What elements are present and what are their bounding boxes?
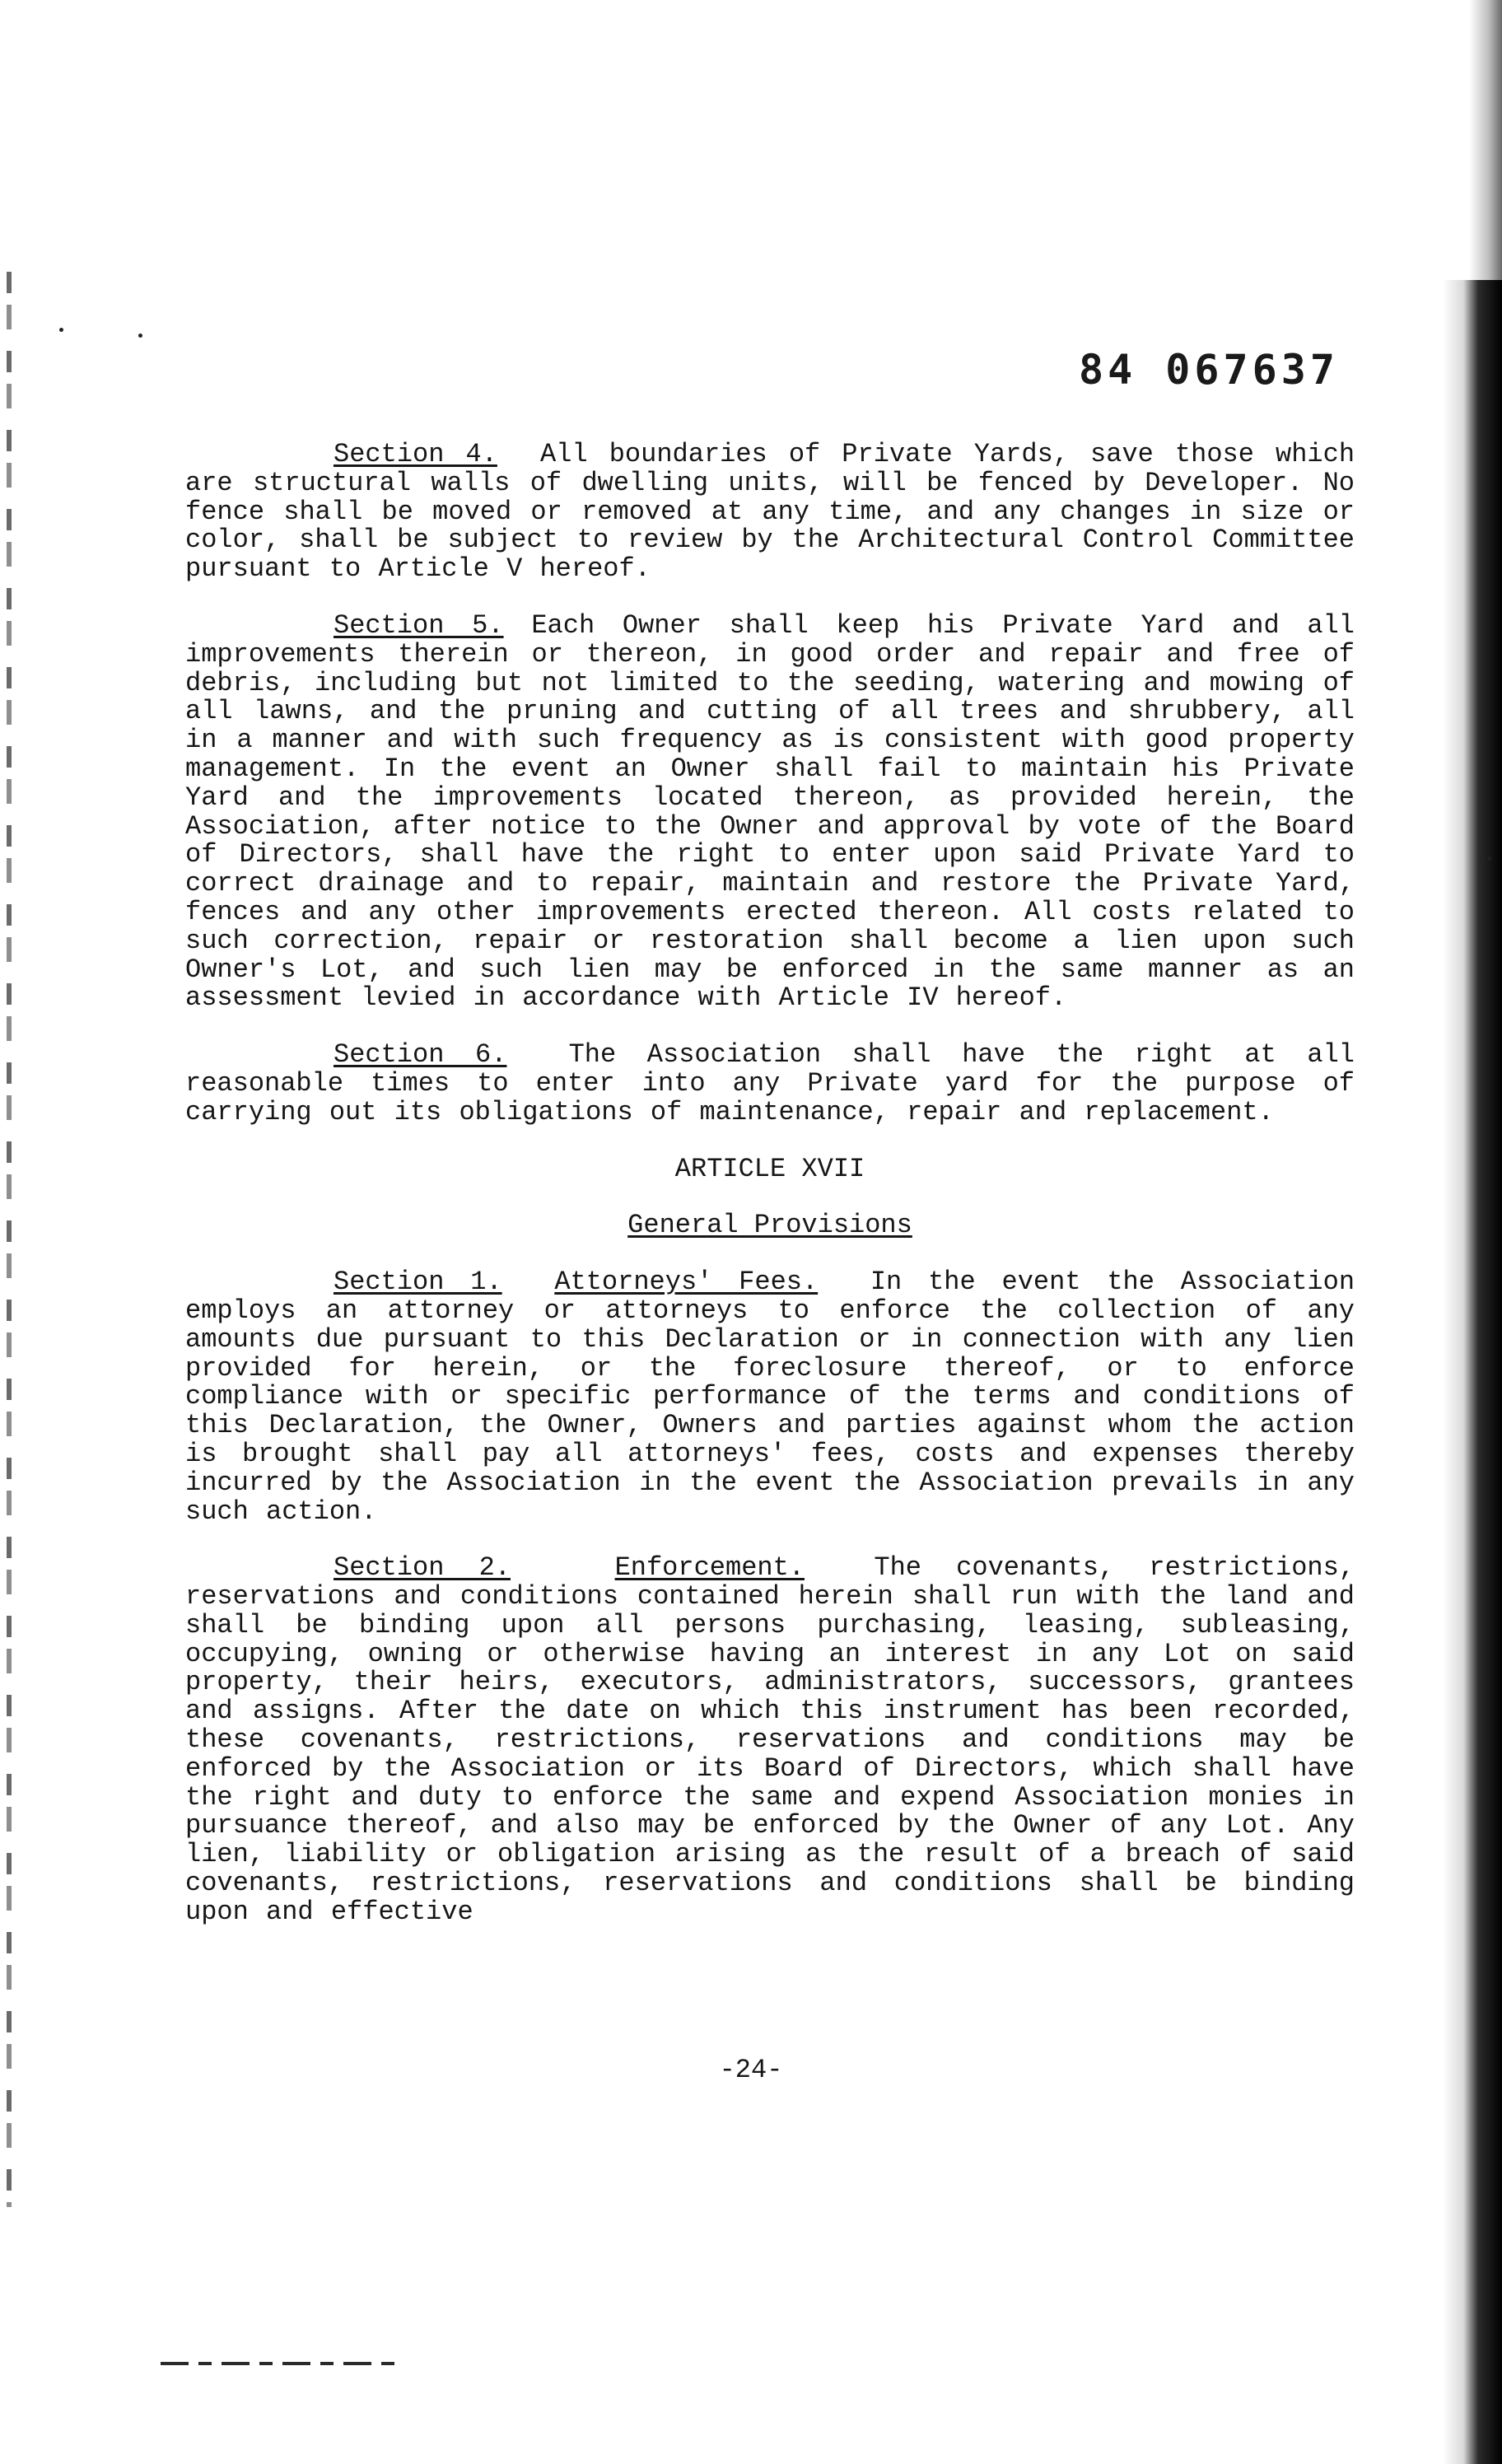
scan-edge-left	[7, 272, 12, 2207]
document-number: 84 067637	[1079, 346, 1339, 394]
article-heading: ARTICLE XVII	[674, 1153, 865, 1184]
general-section-2-label: Section 2.	[334, 1552, 511, 1584]
scan-speck	[1487, 856, 1491, 861]
general-section-2-title: Enforcement.	[614, 1552, 805, 1584]
general-section-1-paragraph	[185, 1268, 1355, 1526]
section-5-label: Section 5.	[334, 609, 504, 641]
section-4-text: All boundaries of Private Yards, save those which are structural walls of dwelling units, will be fenced by Developer. No fence shall be moved or removed at any time, and any changes in size or color, shall be subject to review by the Architectural Control Committee pursuant to Article V hereof.	[185, 439, 1355, 585]
article-subheading-wrap	[185, 1211, 1355, 1240]
section-5-paragraph	[185, 609, 1355, 1014]
scan-edge-top-right	[1469, 0, 1502, 280]
general-section-1-title: Attorneys' Fees.	[554, 1267, 819, 1298]
general-section-1-label: Section 1.	[334, 1267, 502, 1298]
section-6-text: The Association shall have the right at all reasonable times to enter into any Private yard for the purpose of carrying out its obligations of maintenance, repair and replacement.	[185, 1039, 1355, 1127]
page-number: -24-	[719, 2055, 783, 2085]
general-section-2-text: The covenants, restrictions, reservations and conditions contained herein shall run with the land and shall be binding upon all persons purchasing, leasing, subleasing, occupying, owning or otherwise having an interest in any Lot on said property, their heirs, executors, administrators, successors, grantees and assigns. After the date on which this instrument has been recorded, these covenants, restrictions, reservations and conditions may be enforced by the Association or its Board of Directors, which shall have the right and duty to enforce the same and expend Association monies in pursuance thereof, and also may be enforced by the Owner of any Lot. Any lien, liability or obligation arising as the result of a breach of said covenants, restrictions, reservations and conditions shall be binding upon and effective	[185, 1552, 1355, 1927]
document-body	[185, 441, 1355, 1955]
scan-bottom-rule	[161, 2362, 399, 2365]
section-6-label: Section 6.	[334, 1039, 507, 1071]
section-4-paragraph	[185, 441, 1355, 584]
general-section-2-paragraph	[185, 1554, 1355, 1926]
scan-edge-right	[1443, 280, 1502, 2464]
section-6-paragraph	[185, 1041, 1355, 1127]
section-4-label: Section 4.	[334, 439, 497, 469]
section-5-text: Each Owner shall keep his Private Yard and all improvements therein or thereon, in good order and repair and free of debris, including but not limited to the seeding, watering and mowing of all lawns, and the pruning and cutting of all trees and shrubbery, all in a manner and with such frequency as is consistent with good property management. In the event an Owner shall fail to maintain his Private Yard and the improvements located thereon, as provided herein, the Association, after notice to the Owner and approval by vote of the Board of Directors, shall have the right to enter upon said Private Yard to correct drainage and to repair, maintain and restore the Private Yard, fences and any other improvements erected thereon. All costs related to such correction, repair or restoration shall become a lien upon such Owner's Lot, and such lien may be enforced in the same manner as an assessment levied in accordance with Article IV hereof.	[185, 609, 1355, 1014]
article-subheading: General Provisions	[627, 1210, 912, 1241]
scan-speck	[59, 328, 63, 332]
scan-speck	[138, 334, 142, 338]
general-section-1-text: In the event the Association employs an attorney or attorneys to enforce the collection of any amounts due pursuant to this Declaration or in connection with any lien provided for herein, or the foreclosure thereof, or to enforce compliance with or specific performance of the terms and conditions of this Declaration, the Owner, Owners and parties against whom the action is brought shall pay all attorneys' fees, costs and expenses thereby incurred by the Association in the event the Association prevails in any such action.	[185, 1267, 1355, 1527]
